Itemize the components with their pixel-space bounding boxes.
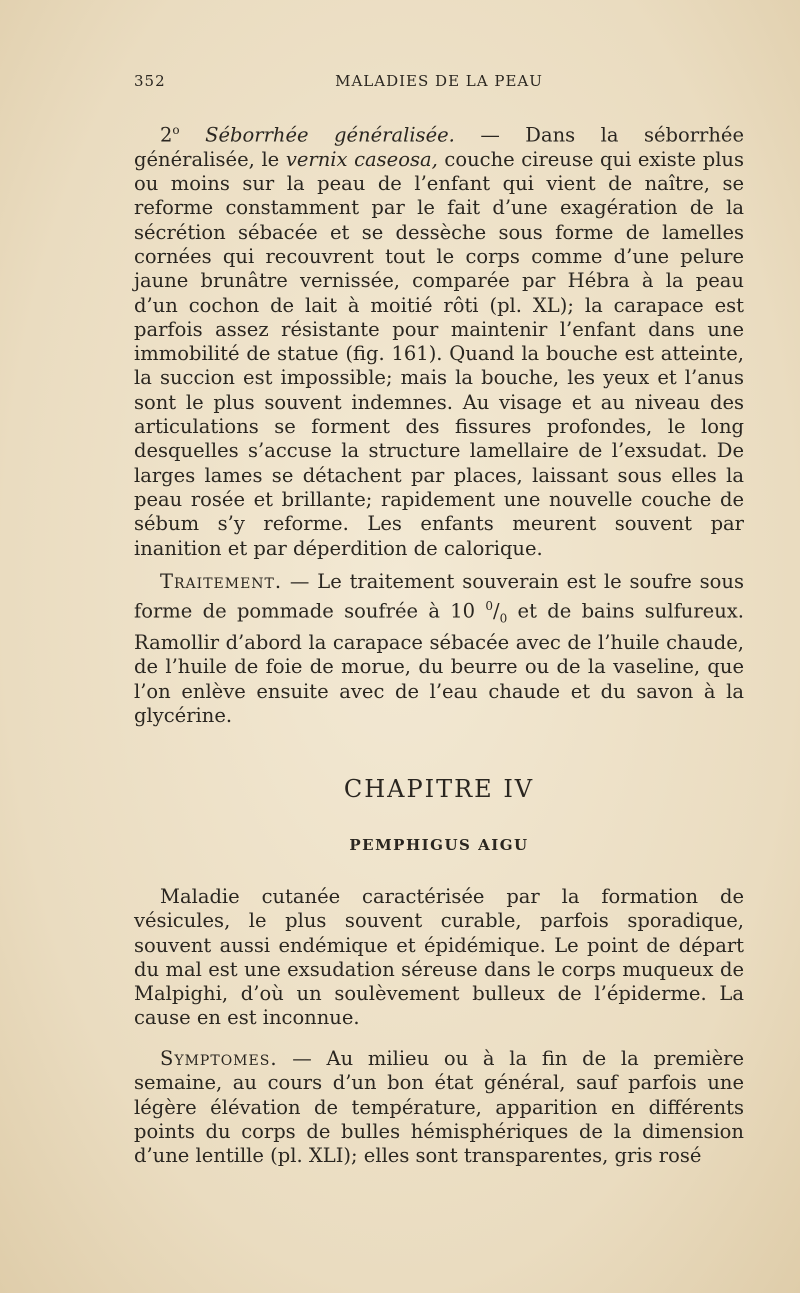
chapter-heading: CHAPITRE IV — [343, 775, 535, 803]
section-seborrhee — [134, 118, 744, 561]
paragraph-traitement — [134, 570, 744, 728]
traitement-text-a: — Le traitement souverain est le soufre sous forme de pommade soufrée à 10 — [134, 570, 744, 623]
running-header — [134, 72, 744, 98]
section-title-italic: Séborrhée généralisée. — [205, 123, 455, 147]
ordinal-superscript: o — [172, 123, 180, 137]
percent-slash: / — [493, 599, 500, 623]
symptomes-text: — Au milieu ou à la fin de la première semaine, au cours d’un bon état général, sauf parfois une légère élévation de température, apparition en différents points du corps de bulles hémisphériques de la dimension d’une lentille (pl. XLI); elles sont transparentes, gris rosé — [134, 1047, 744, 1168]
section-symptomes — [134, 1047, 744, 1168]
percent-sup: 0 — [485, 599, 494, 614]
traitement-label: Traitement. — [160, 570, 283, 593]
symptomes-label: Symptomes. — [160, 1047, 278, 1070]
running-title: MALADIES DE LA PEAU — [335, 72, 543, 90]
page-number: 352 — [134, 72, 166, 90]
section-definition — [134, 885, 744, 1031]
traitement-text-b: et de bains sulfureux. Ramollir d’abord la carapace sébacée avec de l’huile chaude, de l’huile de foie de morue, du beurre ou de la vaseline, que l’on enlève ensuite avec de l’eau chaude et du savon à la glycérine. — [134, 599, 744, 727]
chapter-subtitle: PEMPHIGUS AIGU — [349, 836, 529, 854]
paragraph-definition: Maladie cutanée caractérisée par la formation de vésicules, le plus souvent curable, parfois sporadique, souvent aussi endémique et épidémique. Le point de départ du mal est une exsudation séreuse dans le corps muqueux de Malpighi, d’où un soulèvement bulleux de l’épiderme. La cause en est inconnue. — [134, 885, 744, 1030]
paragraph-symptomes — [134, 1047, 744, 1168]
section-traitement — [134, 570, 744, 728]
seborrhee-text-a: — Dans la séborrhée généralisée, le — [134, 123, 744, 171]
seborrhee-text-b: couche cireuse qui existe plus ou moins sur la peau de l’enfant qui vient de naître, se reforme constamment par le fait d’une exagération de la sécrétion sébacée et se dessèche sous forme de lamelles cornées qui recouvrent tout le corps comme d’une pelure jaune brunâtre vernissée, comparée par Hébra à la peau d’un cochon de lait à moitié rôti (pl. XL); la carapace est parfois assez résistante pour maintenir l’enfant dans une immobilité de statue (fig. 161). Quand la bouche est atteinte, la succion est impossible; mais la bouche, les yeux et l’anus sont le plus souvent indemnes. Au visage et au niveau des articulations se forment des fissures profondes, le long desquelles s’accuse la structure lamellaire de l’exsudat. De larges lames se détachent par places, laissant sous elles la peau rosée et brillante; rapidement une nouvelle couche de sébum s’y reforme. Les enfants meurent souvent par inanition et par déperdition de calorique. — [134, 147, 744, 560]
vernix-term: vernix caseosa, — [285, 147, 438, 171]
section-number: 2 — [160, 123, 173, 147]
paragraph-seborrhee — [134, 118, 744, 561]
percent-sub: 0 — [499, 611, 508, 626]
